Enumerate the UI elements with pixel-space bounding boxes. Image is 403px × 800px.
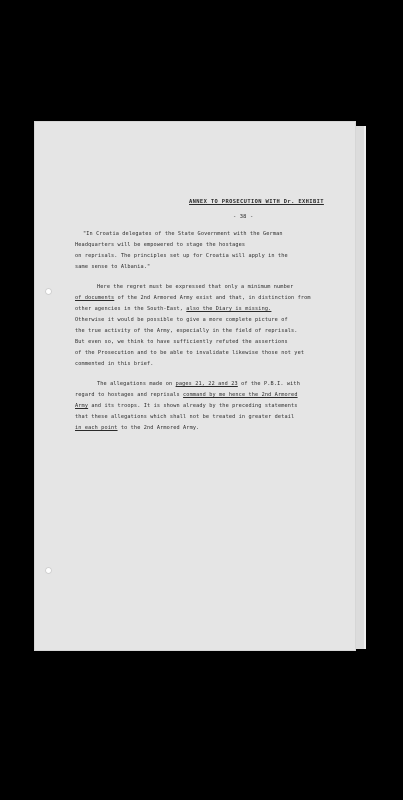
paragraph-3-line-5-rest: to the 2nd Armored Army. — [120, 425, 200, 431]
paragraph-2-line-2 — [75, 293, 311, 304]
paragraph-3-line-5 — [75, 423, 199, 434]
paragraph-2-line-7: of the Prosecution and to be able to invalidate likewise those not yet — [75, 350, 305, 356]
paragraph-3-line-3 — [75, 401, 298, 412]
page-number: - 38 - — [233, 214, 254, 220]
each-point-underlined: in each point — [75, 425, 118, 431]
paragraph-3-line-1-start: The allegations made on — [97, 381, 173, 387]
paragraph-2-line-1: Here the regret must be expressed that only a minimum number — [97, 284, 294, 290]
paragraph-1-line-1: "In Croatia delegates of the State Government with the German — [83, 231, 283, 237]
paragraph-2-line-3 — [75, 304, 271, 315]
paragraph-2-line-6: But even so, we think to have sufficiently refuted the assertions — [75, 339, 288, 345]
document-header: ANNEX TO PROSECUTION WITH Dr. EXHIBIT — [189, 199, 324, 205]
paragraph-1-line-2: Headquarters will be empowered to stage the hostages — [75, 242, 246, 248]
punch-hole-bottom — [45, 567, 52, 574]
paragraph-2-line-5: the true activity of the Army, especially in the field of reprisals. — [75, 328, 298, 334]
paragraph-3-line-3-rest: and its troops. It is shown already by the preceding statements — [91, 403, 298, 409]
paragraph-3-line-2 — [75, 390, 298, 401]
punch-hole-top — [45, 288, 52, 295]
paragraph-3-line-4: that these allegations which shall not be treated in greater detail — [75, 414, 295, 420]
army-underlined: Army — [75, 403, 89, 409]
document-page — [35, 122, 355, 650]
paragraph-3-line-1-end: of the P.B.I. with — [241, 381, 300, 387]
paragraph-3-line-1 — [97, 379, 300, 390]
pages-underlined: pages 21, 22 and 23 — [175, 381, 238, 387]
paragraph-3-line-2-start: regard to hostages and reprisals — [75, 392, 180, 398]
documents-underlined: of documents — [75, 295, 115, 301]
command-underlined: command by me hence the 2nd Armored — [183, 392, 298, 398]
diary-missing-underlined: also the Diary is missing. — [186, 306, 272, 312]
paragraph-2-line-4: Otherwise it would be possible to give a more complete picture of — [75, 317, 288, 323]
paragraph-2-line-3-start: other agencies in the South-East, — [75, 306, 184, 312]
paragraph-2-line-2-rest: of the 2nd Armored Army exist and that, in distinction from — [117, 295, 311, 301]
paragraph-1-line-3: on reprisals. The principles set up for Croatia will apply in the — [75, 253, 288, 259]
paragraph-1-line-4: same sense to Albania." — [75, 264, 151, 270]
paragraph-2-line-8: commented in this brief. — [75, 361, 154, 367]
